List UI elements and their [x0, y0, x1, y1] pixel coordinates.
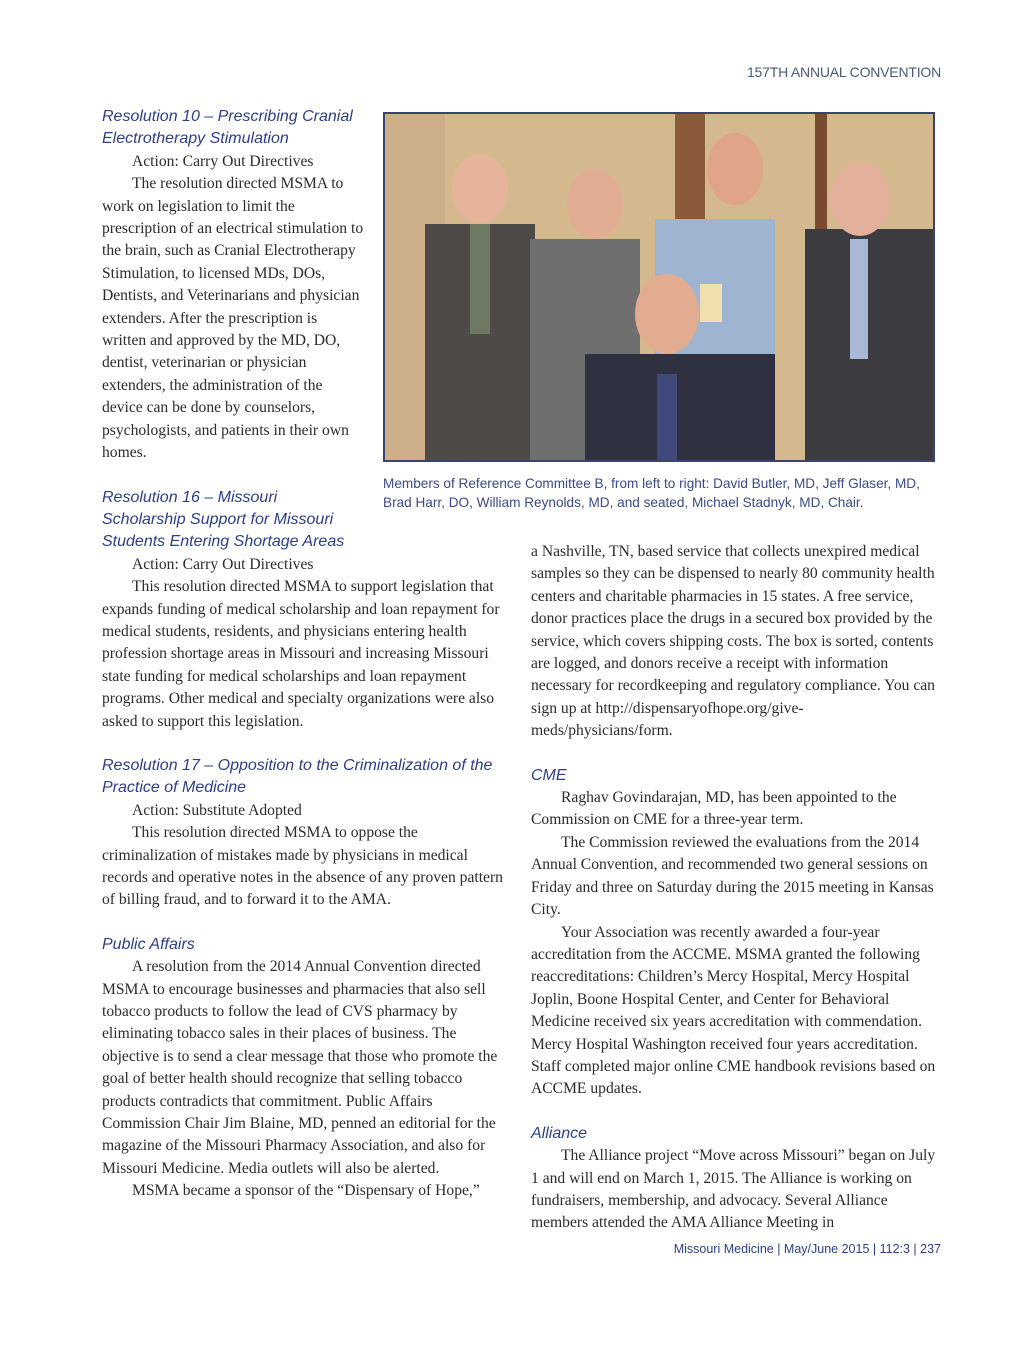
cme-section	[531, 765, 941, 1101]
cme-body-3: Your Association was recently awarded a four-year accreditation from the ACCME. MSMA granted the following reaccreditations: Children’s Mercy Hospital, Mercy Hospital Joplin, Boone Hospital Center, and Center for Behavioral Medicine received six years accreditation with commendation. Mercy Hospital Washington received four years accreditation. Staff completed major online CME handbook revisions based on ACCME updates.	[531, 923, 936, 1098]
alliance-body: The Alliance project “Move across Missouri” began on July 1 and will end on March 1, 2015. The Alliance is working on fundraisers, membership, and advocacy. Several Alliance members attended the AMA Alliance Meeting in	[531, 1147, 936, 1232]
cme-body-2: The Commission reviewed the evaluations from the 2014 Annual Convention, and recommended two general sessions on Friday and three on Saturday during the 2015 meeting in Kansas City.	[531, 833, 934, 919]
resolution-17-body: This resolution directed MSMA to oppose the criminalization of mistakes made by physicians in medical records and operative notes in the absence of any proven pattern of billing fraud, and to forward it to the AMA.	[102, 824, 503, 909]
cme-body-1: Raghav Govindarajan, MD, has been appointed to the Commission on CME for a three-year term.	[531, 789, 897, 829]
resolution-17-heading: Resolution 17 – Opposition to the Criminalization of the Practice of Medicine	[102, 756, 493, 797]
right-column	[531, 541, 941, 1235]
left-column	[102, 106, 512, 1203]
resolution-16-body: This resolution directed MSMA to support legislation that expands funding of medical scholarship and loan repayment for medical students, residents, and physicians entering health profession shortage areas in Missouri and increasing Missouri state funding for medical scholarships and loan repayment programs. Other medical and specialty organizations were also asked to support this legislation.	[102, 578, 500, 730]
cme-heading: CME	[531, 766, 567, 784]
resolution-17-action: Action: Substitute Adopted	[132, 801, 302, 819]
public-affairs-body-2: MSMA became a sponsor of the “Dispensary of Hope,”	[132, 1182, 480, 1200]
resolution-10-action: Action: Carry Out Directives	[132, 152, 314, 170]
alliance-section	[531, 1123, 941, 1235]
running-head: 157TH ANNUAL CONVENTION	[746, 64, 941, 80]
alliance-heading: Alliance	[531, 1124, 588, 1142]
public-affairs-heading: Public Affairs	[102, 935, 195, 953]
resolution-17-section	[102, 755, 512, 912]
public-affairs-body-1: A resolution from the 2014 Annual Convention directed MSMA to encourage businesses and pharmacies that also sell tobacco products to follow the lead of CVS pharmacy by eliminating tobacco sales in their places of business. The objective is to send a clear message that those who promote the goal of better health should recognize that selling tobacco products contradicts that commitment. Public Affairs Commission Chair Jim Blaine, MD, penned an editorial for the magazine of the Missouri Pharmacy Association, and also for Missouri Medicine. Media outlets will also be alerted.	[102, 958, 498, 1177]
public-affairs-continued: a Nashville, TN, based service that collects unexpired medical samples so they can be dispensed to nearly 80 community health centers and charitable pharmacies in 15 states. A free service, donor practices place the drugs in a secured box provided by the service, which covers shipping costs. The box is sorted, contents are logged, and donors receive a receipt with information necessary for recordkeeping and regulatory compliance. You can sign up at http://dispensaryofhope.org/give-meds/physicians/form.	[531, 543, 935, 740]
resolution-10-section	[102, 106, 364, 465]
public-affairs-section	[102, 934, 512, 1203]
page-footer: Missouri Medicine | May/June 2015 | 112:3 | 237	[673, 1242, 941, 1256]
resolution-10-body: The resolution directed MSMA to work on legislation to limit the prescription of an electrical stimulation to the brain, such as Cranial Electrotherapy Stimulation, to licensed MDs, DOs, Dentists, and Veterinarians and physician extenders. After the prescription is written and approved by the MD, DO, dentist, veterinarian or physician extenders, the administration of the device can be done by counselors, psychologists, and patients in their own homes.	[102, 175, 364, 462]
photo-caption: Members of Reference Committee B, from left to right: David Butler, MD, Jeff Glaser, MD, Brad Harr, DO, William Reynolds, MD, and seated, Michael Stadnyk, MD, Chair.	[383, 476, 920, 510]
resolution-16-action: Action: Carry Out Directives	[132, 555, 314, 573]
resolution-16-heading: Resolution 16 – Missouri Scholarship Support for Missouri Students Entering Shortage Areas	[102, 488, 345, 551]
resolution-16-section	[102, 487, 512, 733]
resolution-10-heading: Resolution 10 – Prescribing Cranial Electrotherapy Stimulation	[102, 108, 353, 148]
